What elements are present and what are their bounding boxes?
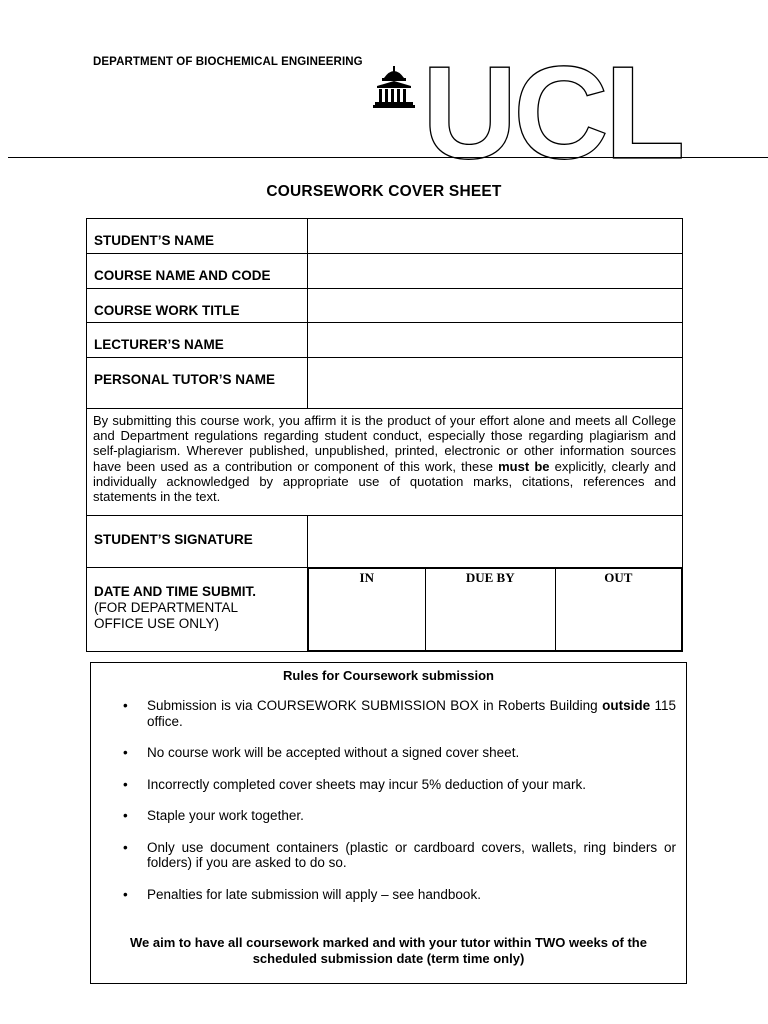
field-lecturer-name[interactable] [307, 323, 682, 358]
bullet-icon: • [123, 839, 128, 855]
rule-item-staple: • Staple your work together. [123, 808, 304, 823]
page-header [0, 0, 768, 165]
col-in-label: IN [359, 570, 374, 585]
label-course-name: COURSE NAME AND CODE [87, 254, 308, 289]
bullet-icon: • [123, 776, 128, 792]
label-signature: STUDENT’S SIGNATURE [87, 516, 308, 568]
ucl-logo [370, 62, 768, 162]
row-date-time [87, 568, 683, 652]
office-use-note-2: OFFICE USE ONLY) [94, 616, 220, 631]
label-lecturer-name: LECTURER’S NAME [87, 323, 308, 358]
date-time-fields [307, 568, 682, 652]
cell-due-by[interactable] [425, 569, 555, 651]
label-course-work-title: COURSE WORK TITLE [87, 289, 308, 323]
rule-item-submission: • Submission is via COURSEWORK SUBMISSION BOX in Roberts Building outside 115 office. [123, 698, 676, 729]
rule-item-containers: • Only use document containers (plastic or cardboard covers, wallets, ring binders or folders) if you are asked to do so. [123, 839, 676, 870]
date-time-subtable [308, 568, 682, 651]
cover-sheet-table [86, 218, 683, 652]
row-lecturer-name [87, 323, 683, 358]
col-due-by-label: DUE BY [465, 570, 515, 585]
cell-in[interactable] [308, 569, 425, 651]
portico-dome-icon [373, 66, 415, 108]
rule-item-deduction: • Incorrectly completed cover sheets may incur 5% deduction of your mark. [123, 776, 586, 792]
rules-box [90, 662, 687, 984]
date-time-label: DATE AND TIME SUBMIT. [94, 584, 256, 599]
bullet-icon: • [123, 745, 128, 760]
col-out-label: OUT [604, 570, 633, 585]
rules-list [91, 698, 686, 918]
rule-item-signed-sheet: • No course work will be accepted without a signed cover sheet. [123, 745, 520, 760]
declaration-text: By submitting this course work, you affirm it is the product of your effort alone and meets all College and Department regulations regarding student conduct, especially those regarding plagiarism and self-plagiarism. Wherever published, unpublished, printed, electronic or other information sources have been used as a contribution or component of this work, these must be explicitly, clearly and individually acknowledged by appropriate use of quotation marks, citations, references and statements in the text. [87, 409, 683, 516]
row-signature [87, 516, 683, 568]
rule-item-penalties: • Penalties for late submission will apply – see handbook. [123, 886, 481, 902]
label-personal-tutor: PERSONAL TUTOR’S NAME [87, 358, 308, 409]
marking-aim-note: We aim to have all coursework marked and with your tutor within TWO weeks of the scheduled submission date (term time only) [130, 935, 647, 966]
bullet-icon: • [123, 886, 128, 902]
field-signature[interactable] [307, 516, 682, 568]
rules-title: Rules for Coursework submission [283, 668, 494, 683]
row-student-name [87, 219, 683, 254]
field-course-name[interactable] [307, 254, 682, 289]
field-course-work-title[interactable] [307, 289, 682, 323]
bullet-icon: • [123, 698, 128, 713]
office-use-note-1: (FOR DEPARTMENTAL [94, 600, 239, 615]
row-course-work-title [87, 289, 683, 323]
field-student-name[interactable] [307, 219, 682, 254]
label-date-time [87, 568, 308, 652]
field-personal-tutor[interactable] [307, 358, 682, 409]
header-rule [8, 157, 768, 158]
page-title: COURSEWORK COVER SHEET [266, 183, 502, 200]
declaration-emphasis: must be [498, 458, 550, 474]
department-name: DEPARTMENT OF BIOCHEMICAL ENGINEERING [93, 56, 363, 68]
row-personal-tutor [87, 358, 683, 409]
ucl-logo-lettering: UCL [422, 62, 682, 162]
row-declaration [87, 409, 683, 516]
label-student-name: STUDENT’S NAME [87, 219, 308, 254]
row-course-name [87, 254, 683, 289]
cell-out[interactable] [555, 569, 681, 651]
bullet-icon: • [123, 808, 128, 823]
